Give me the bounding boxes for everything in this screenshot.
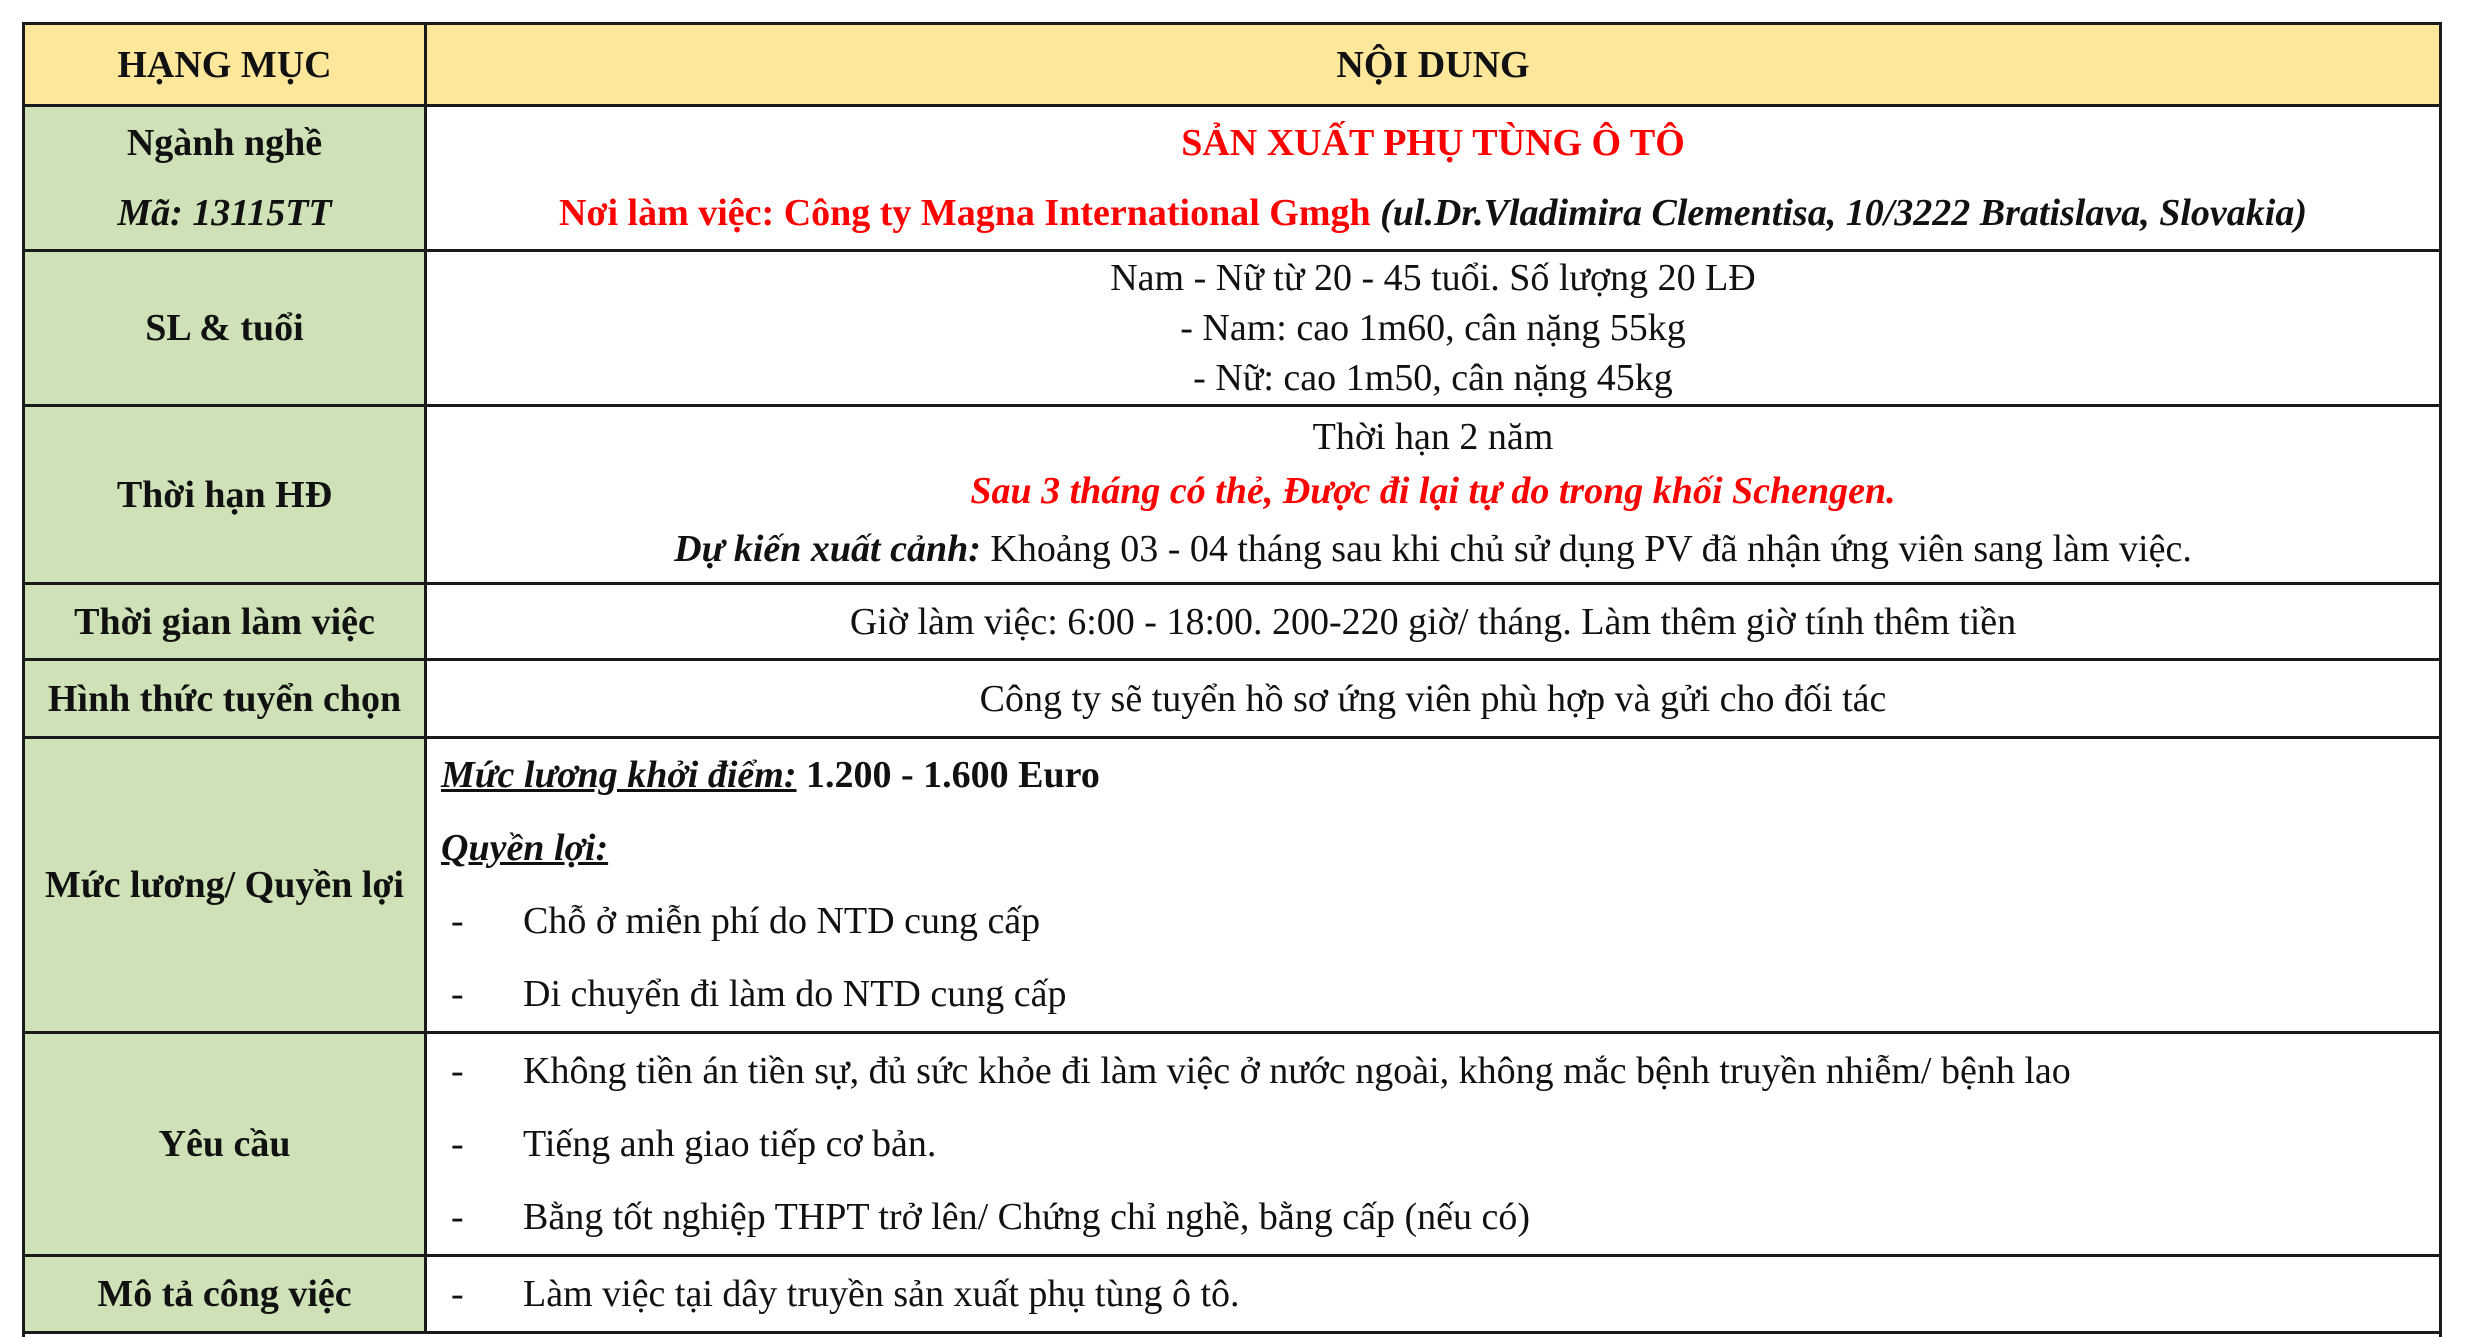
female-requirement: - Nữ: cao 1m50, cân nặng 45kg bbox=[1193, 357, 1673, 399]
row-quantity-age bbox=[24, 251, 2441, 406]
industry-content bbox=[426, 106, 2441, 251]
row-selection bbox=[24, 660, 2441, 738]
working-time-text: Giờ làm việc: 6:00 - 18:00. 200-220 giờ/ tháng. Làm thêm giờ tính thêm tiền bbox=[426, 584, 2441, 660]
header-row bbox=[24, 24, 2441, 106]
requirements-content bbox=[426, 1033, 2441, 1256]
contract-duration: Thời hạn 2 năm bbox=[1312, 415, 1554, 458]
male-requirement: - Nam: cao 1m60, cân nặng 55kg bbox=[1180, 307, 1686, 349]
workplace-address: (ul.Dr.Vladimira Clementisa, 10/3222 Bratislava, Slovakia) bbox=[1380, 192, 2307, 234]
requirements-label: Yêu cầu bbox=[24, 1033, 426, 1256]
contract-label: Thời hạn HĐ bbox=[24, 406, 426, 584]
industry-label: Ngành nghề bbox=[126, 122, 323, 164]
list-item bbox=[441, 1181, 2425, 1254]
list-item bbox=[441, 958, 2425, 1031]
list-item bbox=[441, 1108, 2425, 1181]
bullet-dash: - bbox=[451, 1195, 464, 1238]
bullet-dash: - bbox=[451, 973, 464, 1015]
bullet-dash: - bbox=[451, 1272, 464, 1315]
row-salary-benefits bbox=[24, 738, 2441, 1033]
header-content: NỘI DUNG bbox=[426, 24, 2441, 106]
row-industry bbox=[24, 106, 2441, 251]
list-item bbox=[441, 1258, 2425, 1331]
benefit-text: Chỗ ở miễn phí do NTD cung cấp bbox=[523, 900, 1041, 942]
row-contract-term bbox=[24, 406, 2441, 584]
bullet-dash: - bbox=[451, 1122, 464, 1165]
table-continuation bbox=[22, 1322, 2442, 1337]
industry-title: SẢN XUẤT PHỤ TÙNG Ô TÔ bbox=[1181, 122, 1685, 164]
list-item bbox=[441, 1035, 2425, 1108]
contract-content bbox=[426, 406, 2441, 584]
job-description-text: Làm việc tại dây truyền sản xuất phụ tùng ô tô. bbox=[523, 1272, 1240, 1315]
benefits-label: Quyền lợi: bbox=[441, 827, 609, 869]
row-requirements bbox=[24, 1033, 2441, 1256]
workplace: Nơi làm việc: Công ty Magna International Gmgh bbox=[559, 192, 1371, 234]
departure-text: Khoảng 03 - 04 tháng sau khi chủ sử dụng PV đã nhận ứng viên sang làm việc. bbox=[980, 527, 2192, 570]
quantity-line: Nam - Nữ từ 20 - 45 tuổi. Số lượng 20 LĐ bbox=[1110, 257, 1756, 299]
selection-label: Hình thức tuyển chọn bbox=[24, 660, 426, 738]
salary-label: Mức lương/ Quyền lợi bbox=[24, 738, 426, 1033]
salary-content bbox=[426, 738, 2441, 1033]
job-code: Mã: 13115TT bbox=[117, 192, 332, 234]
working-time-label: Thời gian làm việc bbox=[24, 584, 426, 660]
job-description-label: Mô tả công việc bbox=[24, 1256, 426, 1333]
requirement-text: Bằng tốt nghiệp THPT trở lên/ Chứng chỉ nghề, bằng cấp (nếu có) bbox=[523, 1195, 1531, 1238]
starting-salary-value: 1.200 - 1.600 Euro bbox=[796, 754, 1100, 796]
label-cell bbox=[24, 106, 426, 251]
quantity-content bbox=[426, 251, 2441, 406]
row-working-time bbox=[24, 584, 2441, 660]
job-info-table bbox=[22, 22, 2442, 1334]
quantity-label: SL & tuổi bbox=[24, 251, 426, 406]
row-job-description bbox=[24, 1256, 2441, 1333]
job-description-content bbox=[426, 1256, 2441, 1333]
bullet-dash: - bbox=[451, 1049, 464, 1092]
benefit-text: Di chuyển đi làm do NTD cung cấp bbox=[523, 973, 1067, 1015]
list-item bbox=[441, 885, 2425, 958]
starting-salary-label: Mức lương khởi điểm: bbox=[441, 754, 797, 796]
header-category: HẠNG MỤC bbox=[24, 24, 426, 106]
requirement-text: Không tiền án tiền sự, đủ sức khỏe đi làm việc ở nước ngoài, không mắc bệnh truyền nhiễm/ bệnh lao bbox=[523, 1049, 2071, 1092]
selection-text: Công ty sẽ tuyển hồ sơ ứng viên phù hợp và gửi cho đối tác bbox=[426, 660, 2441, 738]
schengen-note: Sau 3 tháng có thẻ, Được đi lại tự do trong khối Schengen. bbox=[970, 469, 1896, 512]
departure-label: Dự kiến xuất cảnh: bbox=[674, 527, 981, 570]
requirement-text: Tiếng anh giao tiếp cơ bản. bbox=[523, 1122, 937, 1165]
bullet-dash: - bbox=[451, 900, 464, 942]
